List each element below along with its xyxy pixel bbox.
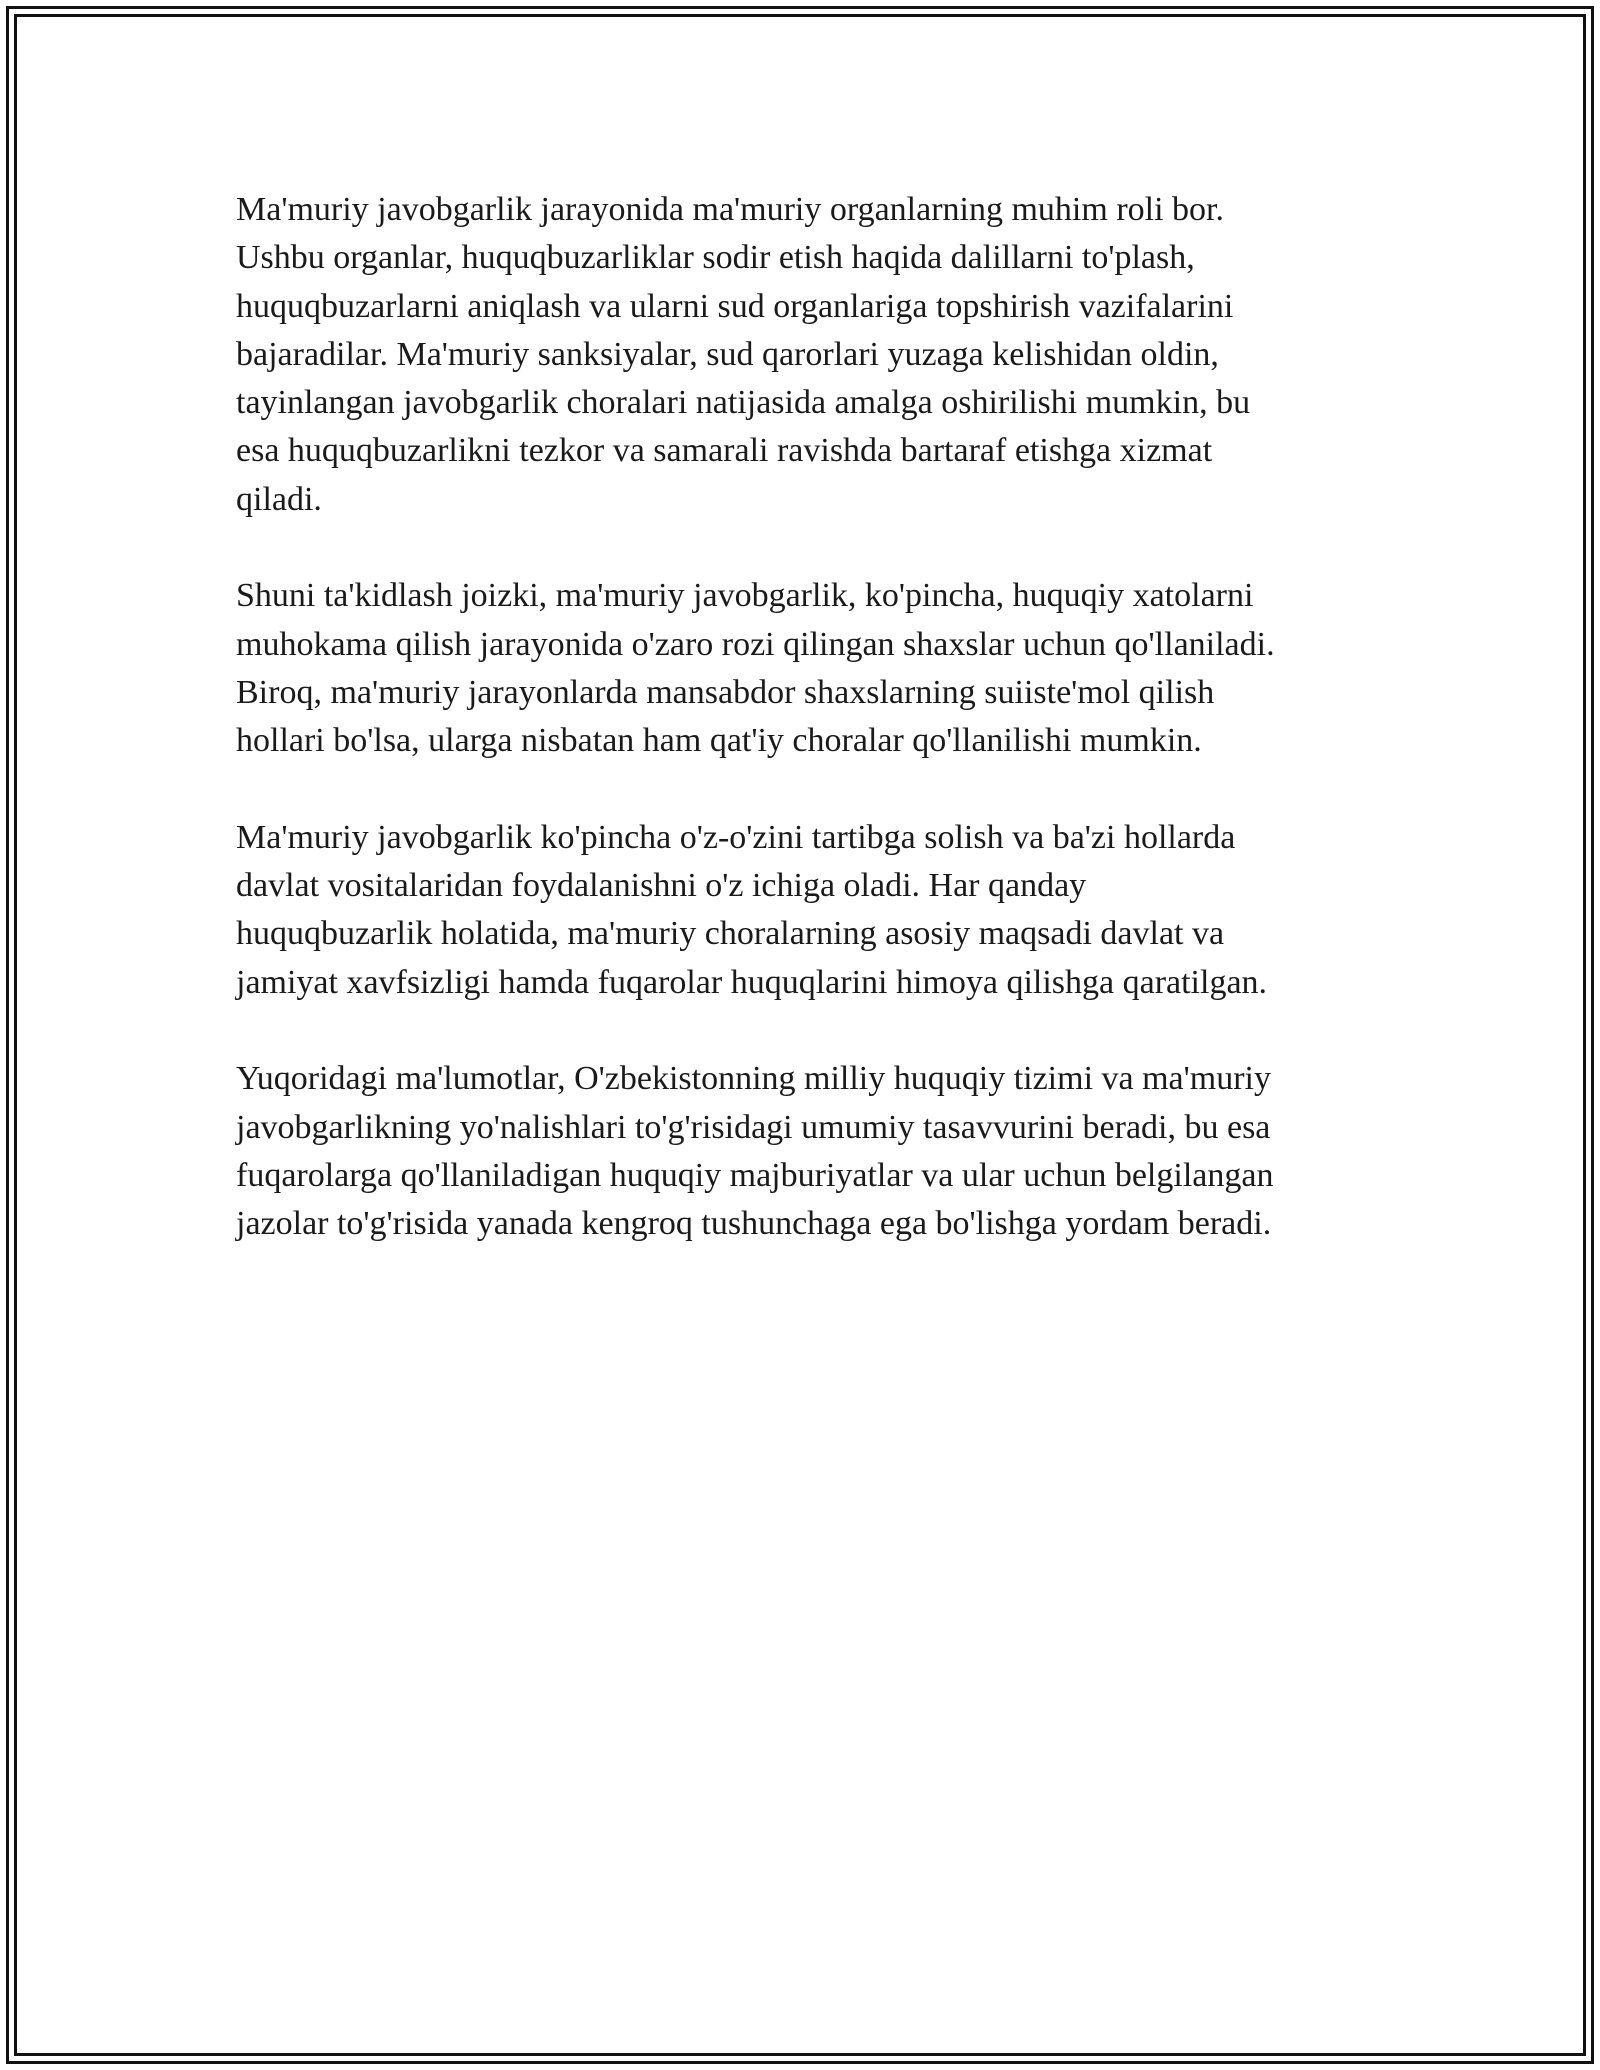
document-body [236,186,1386,1297]
text-line: bajaradilar. Ma'muriy sanksiyalar, sud qarorlari yuzaga kelishidan oldin, [236,335,1219,373]
text-line: Ma'muriy javobgarlik ko'pincha o'z-o'zini tartibga solish va ba'zi hollarda [236,818,1236,856]
text-line: hollari bo'lsa, ularga nisbatan ham qat'iy choralar qo'llanilishi mumkin. [236,722,1202,760]
paragraph-1 [236,186,1386,524]
text-line: Ma'muriy javobgarlik jarayonida ma'muriy organlarning muhim roli bor. [236,191,1224,228]
text-line: huquqbuzarlarni aniqlash va ularni sud organlariga topshirish vazifalarini [236,287,1234,325]
text-line: davlat vositalaridan foydalanishni o'z ichiga oladi. Har qanday [236,867,1087,905]
text-line: javobgarlikning yo'nalishlari to'g'risidagi umumiy tasavvurini beradi, bu esa [236,1108,1271,1146]
text-line: esa huquqbuzarlikni tezkor va samarali ravishda bartaraf etishga xizmat [236,432,1213,470]
paragraph-2 [236,572,1386,765]
text-line: Biroq, ma'muriy jarayonlarda mansabdor shaxslarning suiiste'mol qilish [236,673,1215,711]
text-line: Yuqoridagi ma'lumotlar, O'zbekistonning milliy huquqiy tizimi va ma'muriy [236,1060,1271,1098]
text-line: jamiyat xavfsizligi hamda fuqarolar huquqlarini himoya qilishga qaratilgan. [236,963,1268,1001]
text-line: jazolar to'g'risida yanada kengroq tushunchaga ega bo'lishga yordam beradi. [236,1205,1272,1243]
paragraph-4 [236,1055,1386,1248]
text-line: muhokama qilish jarayonida o'zaro rozi qilingan shaxslar uchun qo'llaniladi. [236,625,1275,663]
text-line: qiladi. [236,480,322,518]
paragraph-3 [236,814,1386,1007]
text-line: huquqbuzarlik holatida, ma'muriy choralarning asosiy maqsadi davlat va [236,915,1225,953]
text-line: Shuni ta'kidlash joizki, ma'muriy javobgarlik, ko'pincha, huquqiy xatolarni [236,577,1254,615]
text-line: fuqarolarga qo'llaniladigan huquqiy majburiyatlar va ular uchun belgilangan [236,1156,1274,1194]
text-line: tayinlangan javobgarlik choralari natijasida amalga oshirilishi mumkin, bu [236,384,1251,422]
text-line: Ushbu organlar, huquqbuzarliklar sodir etish haqida dalillarni to'plash, [236,239,1195,277]
